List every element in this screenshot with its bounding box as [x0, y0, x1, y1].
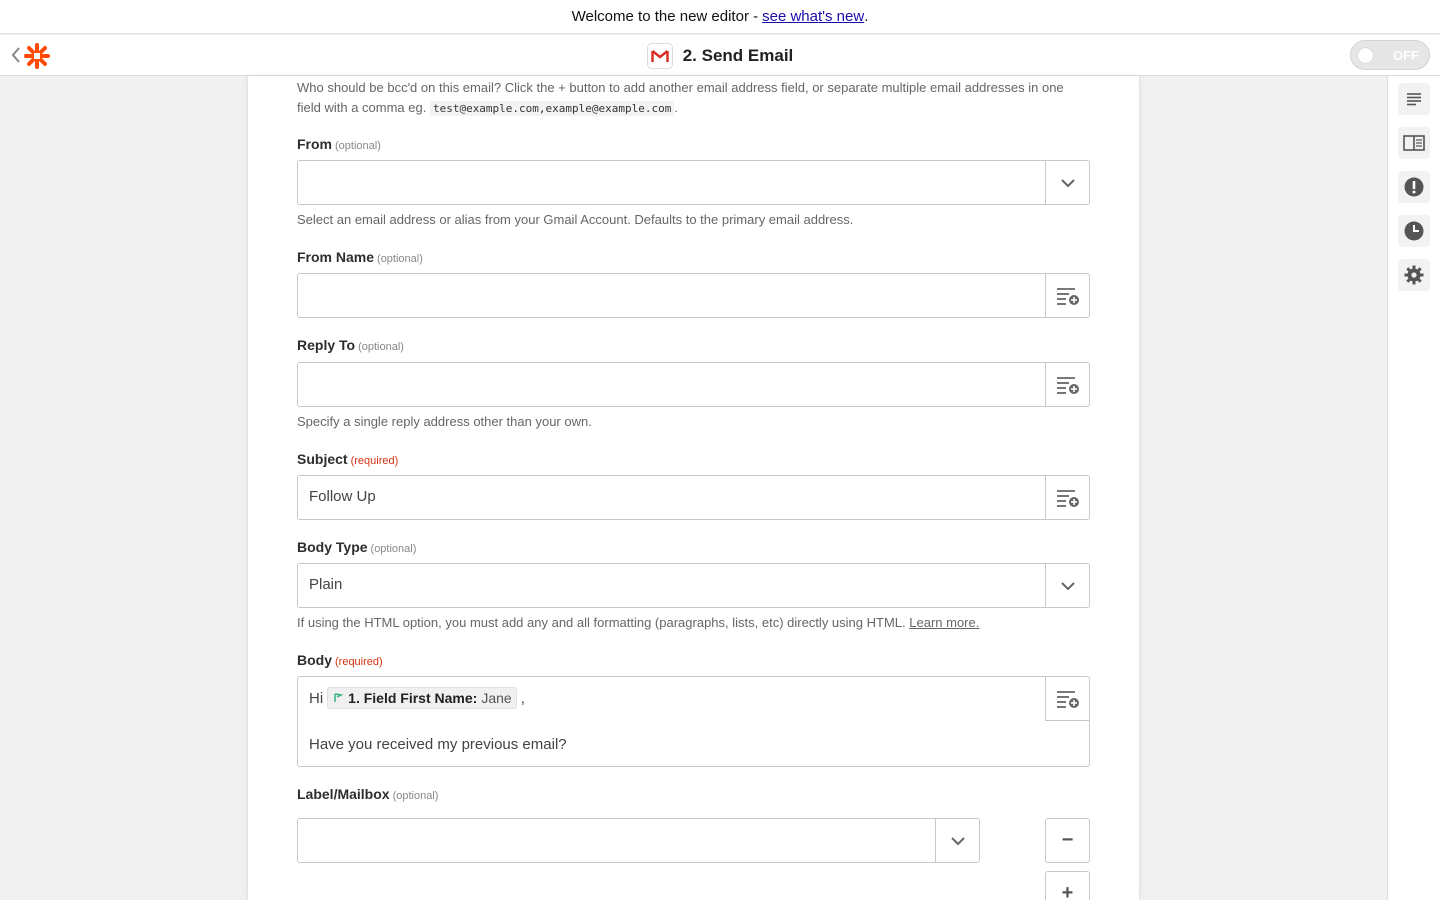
body-insert-data-button[interactable] [1045, 677, 1089, 721]
label-mailbox-label-text: Label/Mailbox [297, 786, 390, 802]
body-type-value: Plain [309, 576, 343, 593]
right-sidebar [1387, 76, 1440, 900]
editor-header [0, 35, 1440, 76]
insert-data-icon [1056, 488, 1080, 508]
subject-label [297, 451, 398, 467]
from-label [297, 136, 381, 152]
toggle-knob [1358, 48, 1373, 63]
reply-to-label [297, 337, 404, 353]
body-type-label [297, 539, 416, 555]
trigger-app-icon [332, 692, 344, 704]
body-textarea[interactable] [297, 676, 1090, 767]
from-name-label-text: From Name [297, 249, 375, 265]
body-label [297, 652, 383, 668]
rail-history-button[interactable] [1398, 215, 1430, 247]
from-label-text: From [297, 136, 332, 152]
body-greeting: Hi [309, 689, 324, 707]
body-comma: , [520, 689, 525, 707]
bcc-help-suffix: . [674, 100, 678, 115]
body-type-label-text: Body Type [297, 539, 368, 555]
step-title-group [0, 35, 1440, 76]
optional-tag: (optional) [377, 253, 423, 265]
body-type-help-body: If using the HTML option, you must add any and all formatting (paragraphs, lists, etc) directly using HTML. [297, 615, 910, 630]
bcc-example-code: test@example.com,example@example.com [430, 101, 674, 116]
insert-data-icon [1056, 689, 1080, 709]
zap-on-off-toggle[interactable] [1350, 40, 1430, 70]
from-name-input[interactable] [297, 273, 1090, 318]
from-name-label [297, 249, 423, 265]
body-line-2: Have you received my previous email? [309, 736, 567, 753]
from-dropdown[interactable] [297, 160, 1090, 205]
insert-data-icon [1056, 286, 1080, 306]
rail-outline-button[interactable] [1398, 83, 1430, 115]
banner-suffix: . [864, 8, 869, 25]
body-type-dropdown[interactable] [297, 563, 1090, 608]
insert-data-icon [1056, 375, 1080, 395]
pill-field-name: 1. Field First Name: [348, 690, 478, 706]
rail-alerts-button[interactable] [1398, 171, 1430, 203]
step-title: 2. Send Email [682, 45, 794, 65]
label-mailbox-dropdown[interactable] [297, 818, 980, 863]
chevron-down-icon [950, 836, 966, 846]
add-field-button[interactable]: + [1045, 871, 1090, 900]
label-mailbox-label [297, 786, 438, 802]
gmail-icon [647, 43, 673, 69]
reply-to-insert-data-button[interactable] [1045, 363, 1089, 406]
list-icon [1406, 92, 1422, 106]
reply-to-help-text: Specify a single reply address other than your own. [297, 414, 592, 429]
banner-text: Welcome to the new editor - [571, 8, 759, 25]
body-line-1 [309, 687, 525, 709]
subject-input[interactable] [297, 475, 1090, 520]
bcc-help-body: Who should be bcc'd on this email? Click the + button to add another email address field, or separate multiple email addresses in one field with a comma eg. [297, 80, 1064, 115]
pill-field-value: Jane [481, 690, 512, 706]
reply-to-input[interactable] [297, 362, 1090, 407]
rail-settings-button[interactable] [1398, 259, 1430, 291]
toggle-label: OFF [1393, 48, 1419, 63]
body-type-dropdown-toggle[interactable] [1045, 564, 1089, 607]
required-tag: (required) [335, 656, 383, 668]
body-type-help-text [297, 613, 979, 633]
optional-tag: (optional) [335, 140, 381, 152]
alert-icon [1404, 177, 1424, 197]
gear-icon [1404, 265, 1424, 285]
bcc-help-text [297, 78, 1087, 119]
optional-tag: (optional) [392, 790, 439, 802]
subject-label-text: Subject [297, 451, 348, 467]
subject-value: Follow Up [309, 488, 376, 505]
from-name-insert-data-button[interactable] [1045, 274, 1089, 317]
learn-more-link[interactable]: Learn more. [909, 615, 980, 630]
remove-field-button[interactable]: − [1045, 818, 1090, 863]
body-label-text: Body [297, 652, 332, 668]
chevron-down-icon [1060, 581, 1076, 591]
see-whats-new-link[interactable]: see what's new [762, 8, 865, 25]
announcement-banner [0, 0, 1440, 34]
book-icon [1403, 135, 1425, 151]
optional-tag: (optional) [370, 543, 417, 555]
rail-guide-button[interactable] [1398, 127, 1430, 159]
required-tag: (required) [350, 455, 399, 467]
reply-to-label-text: Reply To [297, 337, 356, 353]
clock-icon [1404, 221, 1424, 241]
label-mailbox-dropdown-toggle[interactable] [935, 819, 979, 862]
chevron-down-icon [1060, 178, 1076, 188]
optional-tag: (optional) [358, 341, 404, 353]
subject-insert-data-button[interactable] [1045, 476, 1089, 519]
from-dropdown-toggle[interactable] [1045, 161, 1089, 204]
from-help-text: Select an email address or alias from your Gmail Account. Defaults to the primary email address. [297, 212, 854, 227]
mapped-field-pill[interactable] [327, 687, 517, 709]
